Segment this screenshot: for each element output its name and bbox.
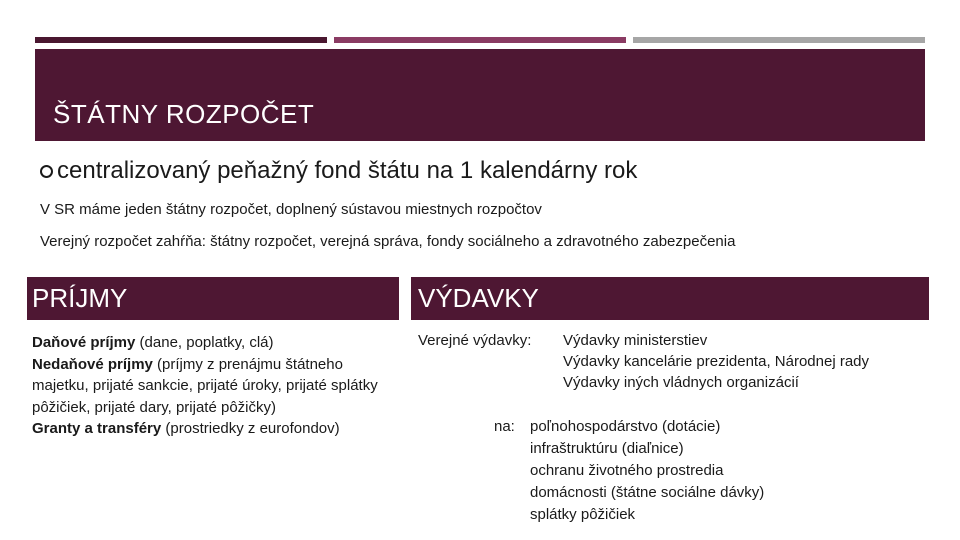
expenses-header-label: VÝDAVKY — [418, 283, 539, 313]
na-item: poľnohospodárstvo (dotácie) — [530, 418, 721, 435]
income-header-label: PRÍJMY — [32, 283, 128, 313]
income-header — [27, 277, 399, 320]
na-item: infraštruktúru (diaľnice) — [530, 440, 684, 457]
income-item — [32, 332, 382, 354]
income-item-detail: (prostriedky z eurofondov) — [161, 420, 340, 437]
info-line-2: Verejný rozpočet zahŕňa: štátny rozpočet, verejná správa, fondy sociálneho a zdravotného zabezpečenia — [40, 233, 736, 250]
income-item-title: Nedaňové príjmy — [32, 355, 153, 373]
na-item: splátky pôžičiek — [530, 506, 636, 523]
top-accent-bar-3 — [633, 37, 925, 43]
income-item-title: Granty a transféry — [32, 420, 162, 437]
slide-title: ŠTÁTNY ROZPOČET — [53, 99, 315, 129]
income-item-detail: (príjmy z prenájmu štátneho majetku, prijaté sankcie, prijaté úroky, prijaté splátky pôžičiek, prijaté dary, prijaté pôžičky) — [32, 355, 378, 416]
title-banner — [35, 49, 925, 141]
expense-item: Výdavky iných vládnych organizácií — [563, 374, 799, 391]
expenses-header — [411, 277, 929, 320]
top-accent-bar-1 — [35, 37, 327, 43]
na-item: domácnosti (štátne sociálne dávky) — [530, 484, 765, 501]
income-item-title: Daňové príjmy — [32, 334, 136, 351]
ring-bullet-icon — [40, 165, 53, 178]
top-accent-bar-2 — [334, 37, 626, 43]
main-bullet — [40, 157, 637, 185]
income-item — [32, 354, 382, 419]
expense-item: Výdavky kancelárie prezidenta, Národnej rady — [563, 353, 869, 370]
expense-item: Výdavky ministerstiev — [563, 332, 708, 349]
income-list — [32, 332, 382, 440]
income-item-detail: (dane, poplatky, clá) — [135, 334, 274, 351]
expenses-label: Verejné výdavky: — [418, 332, 532, 349]
income-item — [32, 418, 382, 440]
na-item: ochranu životného prostredia — [530, 462, 724, 479]
info-line-1: V SR máme jeden štátny rozpočet, doplnený sústavou miestnych rozpočtov — [40, 201, 542, 218]
main-bullet-text: centralizovaný peňažný fond štátu na 1 kalendárny rok — [57, 157, 638, 184]
na-label: na: — [494, 418, 515, 435]
